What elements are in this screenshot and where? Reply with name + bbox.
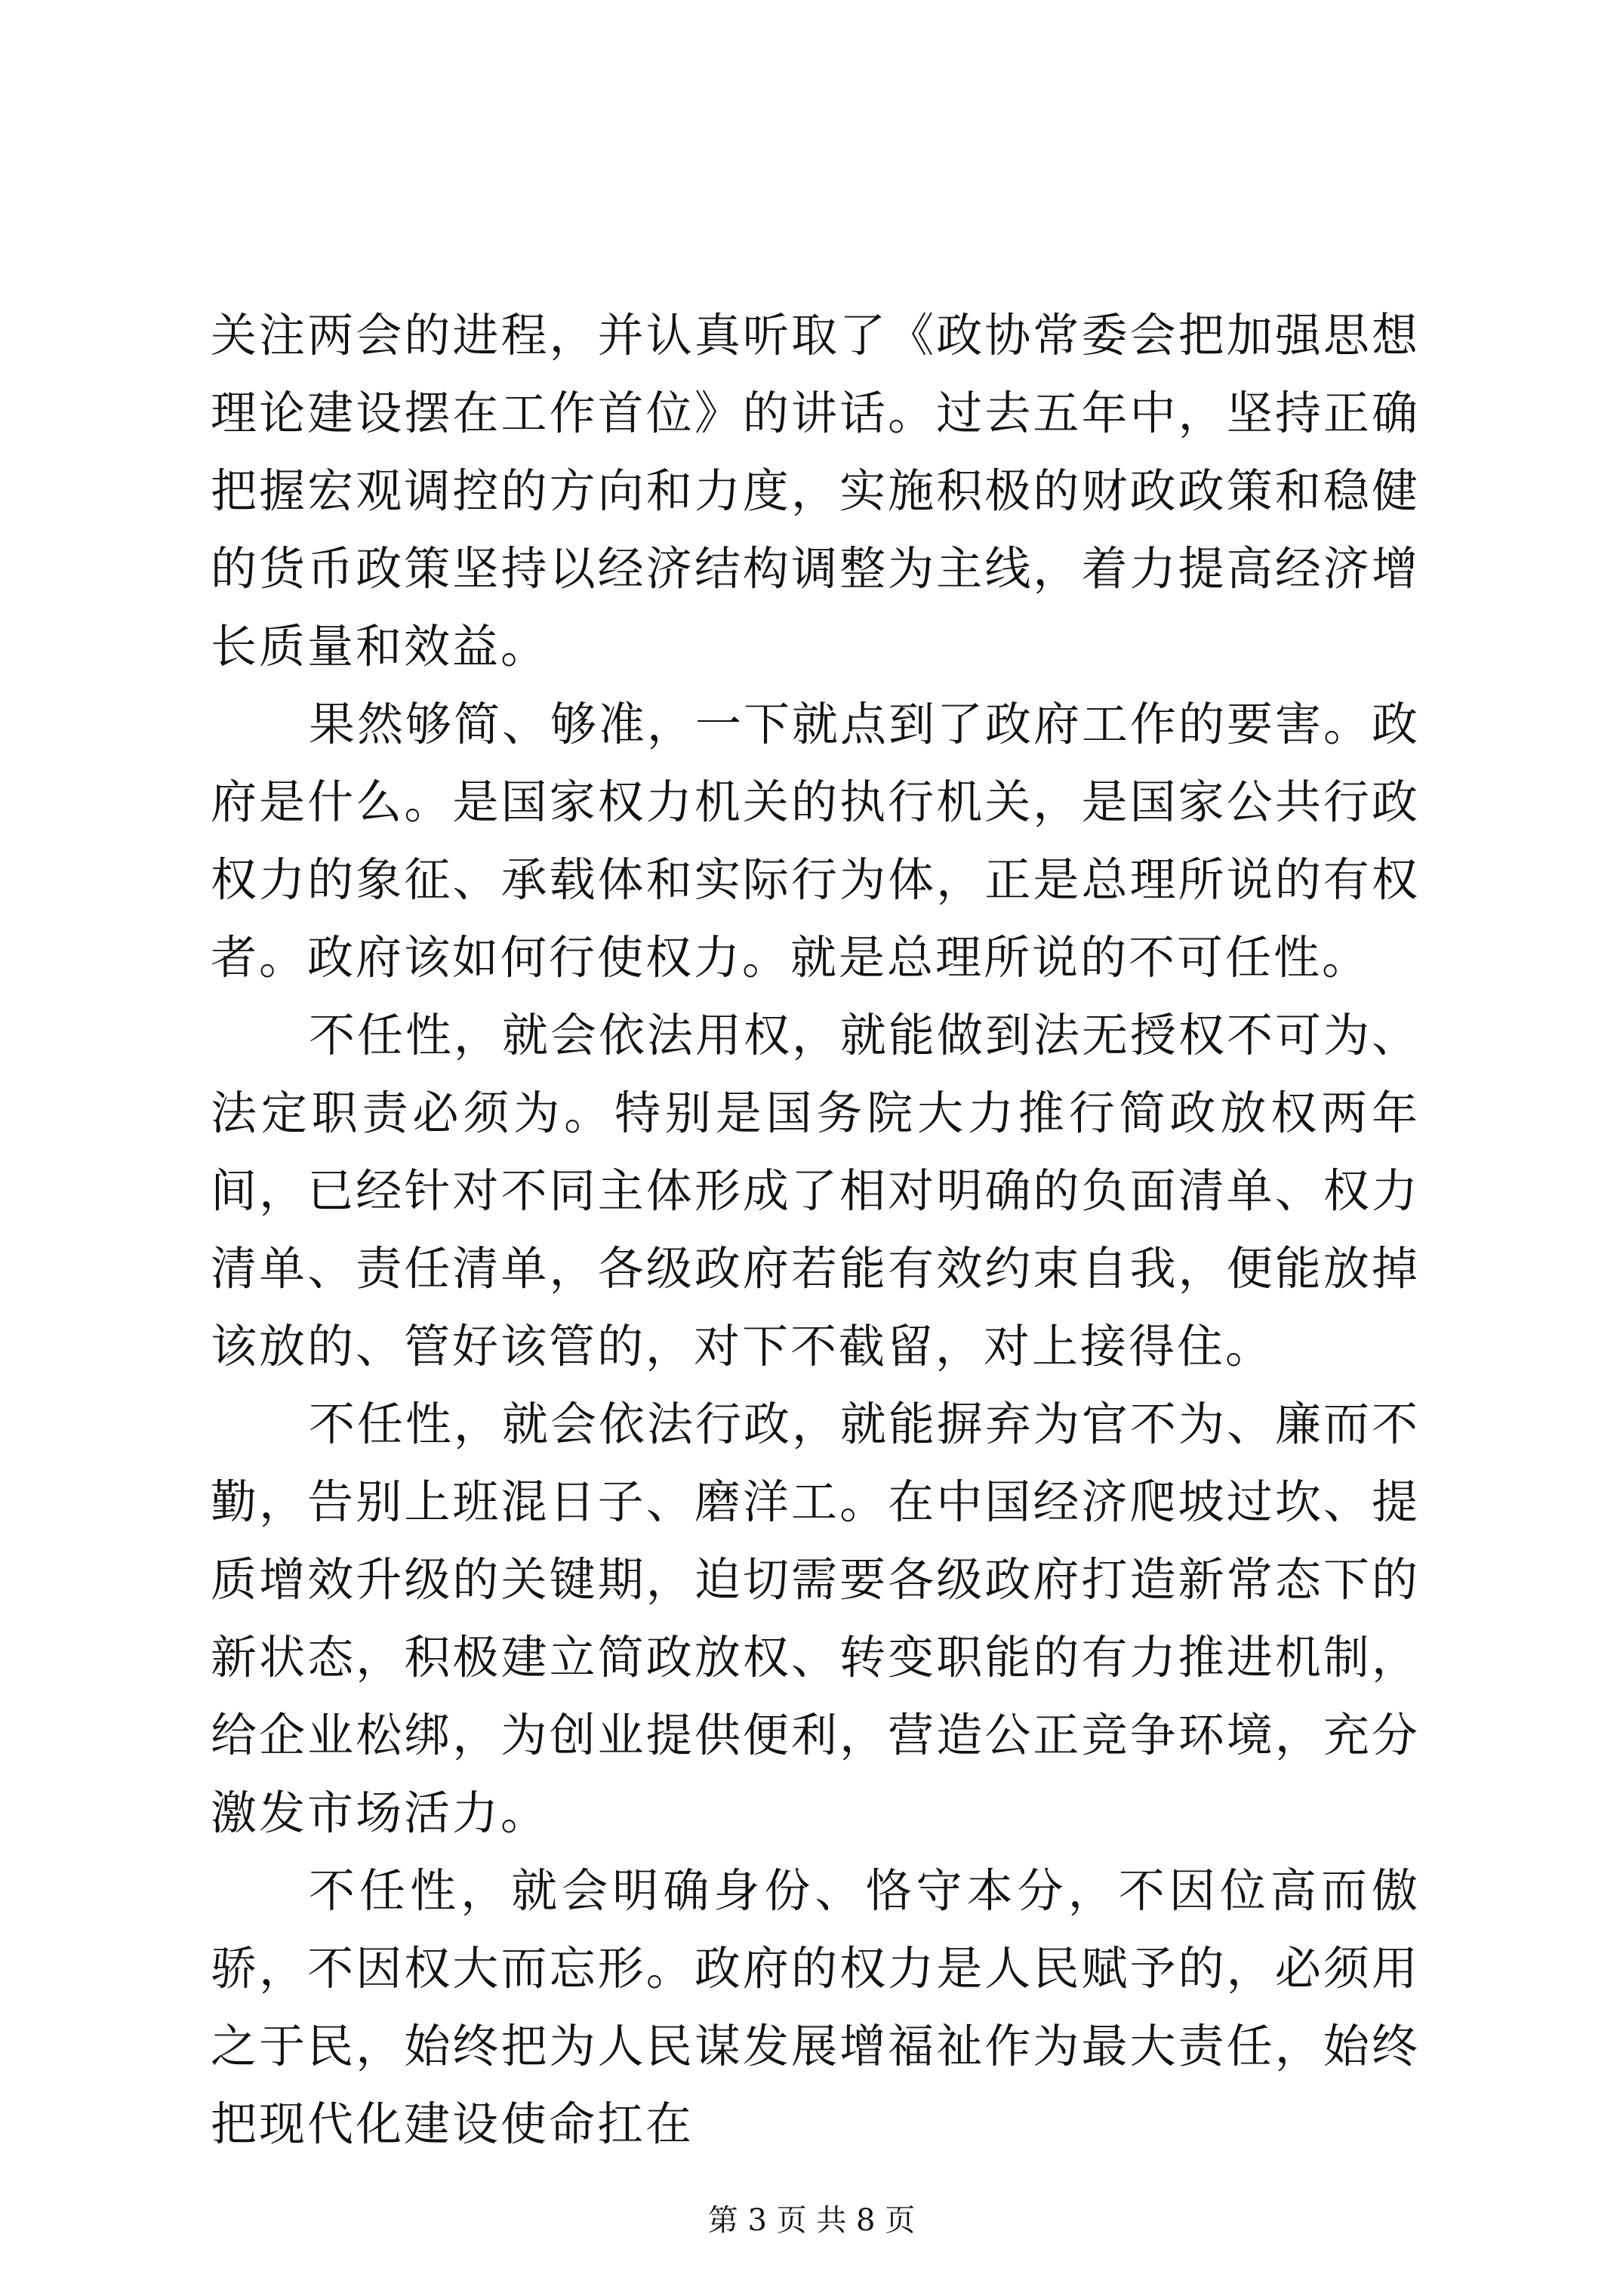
paragraph-1: 关注两会的进程，并认真听取了《政协常委会把加强思想理论建设摆在工作首位》的讲话。过去五年中，坚持正确把握宏观调控的方向和力度，实施积极的财政政策和稳健的货币政策坚持以经济结构调整为主线，着力提高经济增长质量和效益。	[211, 309, 1420, 673]
paragraph-5: 不任性，就会明确身份、恪守本分，不因位高而傲骄，不因权大而忘形。政府的权力是人民赋予的，必须用之于民，始终把为人民谋发展增福祉作为最大责任，始终把现代化建设使命扛在	[211, 1864, 1420, 2151]
paragraph-3: 不任性，就会依法用权，就能做到法无授权不可为、法定职责必须为。特别是国务院大力推行简政放权两年间，已经针对不同主体形成了相对明确的负面清单、权力清单、责任清单，各级政府若能有效约束自我，便能放掉该放的、管好该管的，对下不截留，对上接得住。	[211, 1009, 1421, 1373]
paragraph-2: 果然够简、够准，一下就点到了政府工作的要害。政府是什么。是国家权力机关的执行机关，是国家公共行政权力的象征、承载体和实际行为体，正是总理所说的有权者。政府该如何行使权力。就是总理所说的不可任性。	[211, 698, 1421, 985]
paragraph-4: 不任性，就会依法行政，就能摒弃为官不为、廉而不勤，告别上班混日子、磨洋工。在中国经济爬坡过坎、提质增效升级的关键期，迫切需要各级政府打造新常态下的新状态，积极建立简政放权、转变职能的有力推进机制，给企业松绑，为创业提供便利，营造公正竞争环境，充分激发市场活力。	[211, 1398, 1421, 1840]
document-body	[211, 297, 1420, 2163]
page-footer: 第 3 页 共 8 页	[707, 2203, 916, 2238]
